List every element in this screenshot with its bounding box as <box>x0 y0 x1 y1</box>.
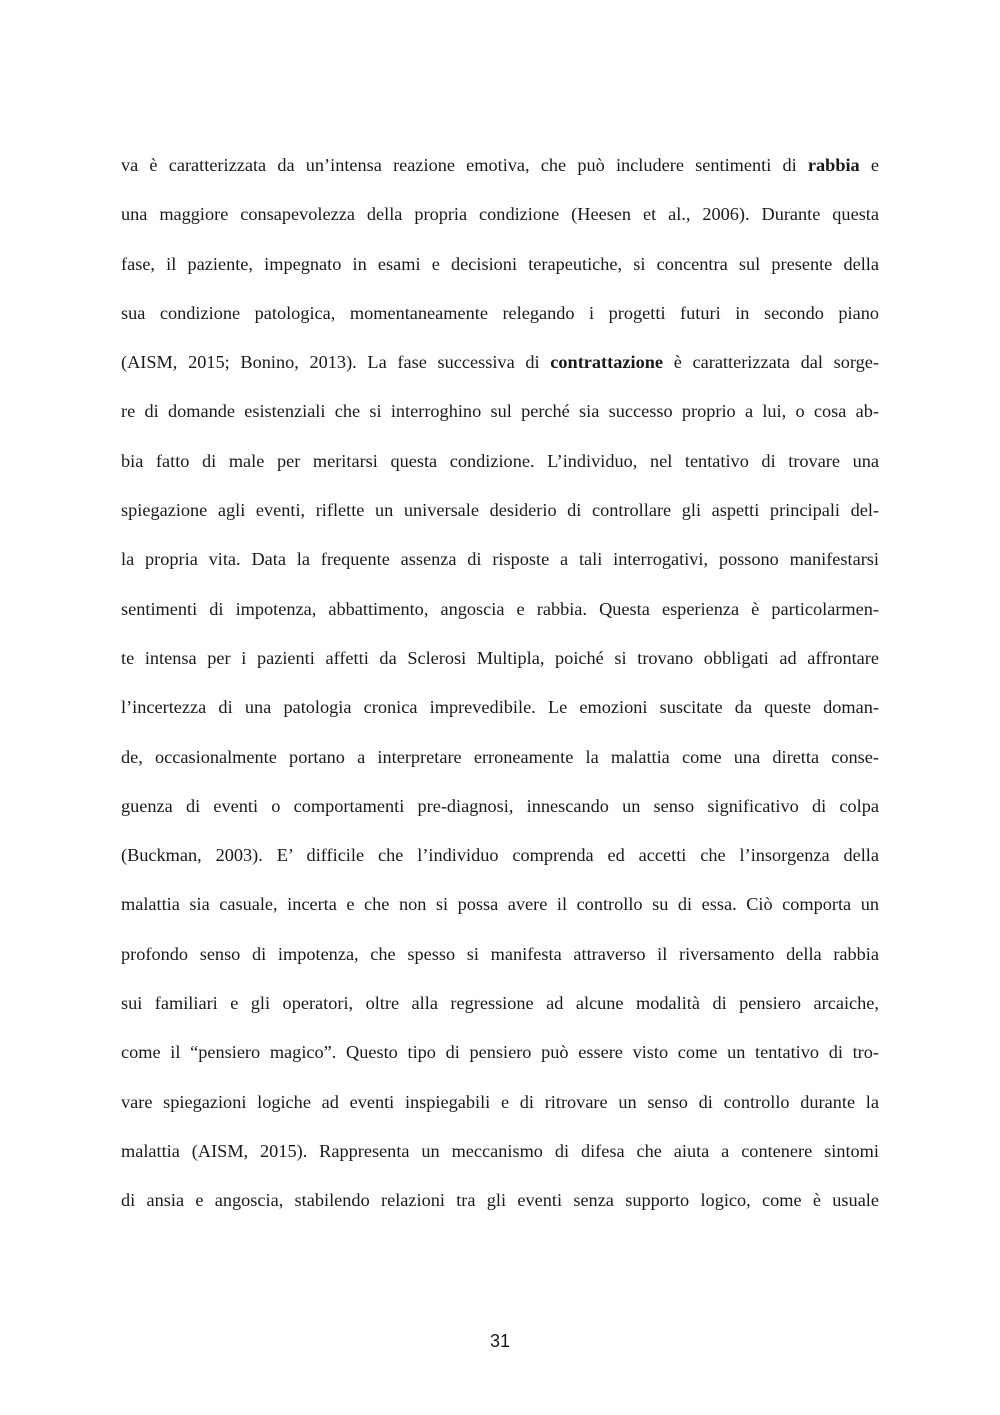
text-segment: bia fatto di male per meritarsi questa condizione. L’individuo, nel tentativo di trovare una <box>121 450 879 471</box>
bold-term: rabbia <box>807 155 860 175</box>
text-line <box>121 544 879 593</box>
text-segment: sua condizione patologica, momentaneamente relegando i progetti futuri in secondo piano <box>121 302 879 323</box>
text-segment: malattia (AISM, 2015). Rappresenta un meccanismo di difesa che aiuta a contenere sintomi <box>121 1140 879 1161</box>
text-line <box>121 1136 879 1185</box>
text-segment: malattia sia casuale, incerta e che non si possa avere il controllo su di essa. Ciò comporta un <box>121 894 879 915</box>
page-number: 31 <box>489 1331 511 1351</box>
body-paragraph <box>121 150 879 1235</box>
text-segment: sui familiari e gli operatori, oltre alla regressione ad alcune modalità di pensiero arcaiche, <box>121 993 879 1014</box>
text-segment: va è caratterizzata da un’intensa reazione emotiva, che può includere sentimenti di <box>121 155 808 175</box>
text-line <box>121 742 879 791</box>
text-line <box>121 692 879 741</box>
text-line <box>121 1087 879 1136</box>
text-line <box>121 298 879 347</box>
text-segment: de, occasionalmente portano a interpretare erroneamente la malattia come una diretta conse- <box>121 746 879 767</box>
text-segment: fase, il paziente, impegnato in esami e decisioni terapeutiche, si concentra sul presente della <box>121 253 879 274</box>
text-line <box>121 446 879 495</box>
text-segment: sentimenti di impotenza, abbattimento, angoscia e rabbia. Questa esperienza è particolarmen- <box>121 598 879 619</box>
text-line <box>121 988 879 1037</box>
text-segment: la propria vita. Data la frequente assenza di risposte a tali interrogativi, possono manifestarsi <box>121 549 879 570</box>
text-segment: una maggiore consapevolezza della propria condizione (Heesen et al., 2006). Durante questa <box>121 204 879 225</box>
text-segment: è caratterizzata dal sorge- <box>663 352 879 373</box>
text-segment: e <box>859 155 879 175</box>
text-line <box>121 791 879 840</box>
bold-term: contrattazione <box>550 352 663 373</box>
text-segment: spiegazione agli eventi, riflette un universale desiderio di controllare gli aspetti principali del- <box>121 500 879 521</box>
text-line <box>121 643 879 692</box>
text-line <box>121 199 879 248</box>
text-line <box>121 889 879 938</box>
text-segment: re di domande esistenziali che si interroghino sul perché sia successo proprio a lui, o cosa ab- <box>121 401 879 422</box>
text-segment: vare spiegazioni logiche ad eventi inspiegabili e di ritrovare un senso di controllo durante la <box>121 1091 879 1112</box>
text-segment: l’incertezza di una patologia cronica imprevedibile. Le emozioni suscitate da queste doman- <box>121 697 879 718</box>
text-line <box>121 594 879 643</box>
text-segment: di ansia e angoscia, stabilendo relazioni tra gli eventi senza supporto logico, come è usuale <box>121 1190 879 1211</box>
text-line <box>121 347 879 396</box>
text-segment: te intensa per i pazienti affetti da Sclerosi Multipla, poiché si trovano obbligati ad affrontare <box>121 647 879 668</box>
text-segment: guenza di eventi o comportamenti pre-diagnosi, innescando un senso significativo di colpa <box>121 795 879 816</box>
text-segment: (Buckman, 2003). E’ difficile che l’individuo comprenda ed accetti che l’insorgenza della <box>121 845 879 866</box>
text-segment: (AISM, 2015; Bonino, 2013). La fase successiva di <box>121 352 551 373</box>
text-line <box>121 150 879 199</box>
text-line <box>121 249 879 298</box>
text-line <box>121 1037 879 1086</box>
text-line <box>121 495 879 544</box>
text-segment: come il “pensiero magico”. Questo tipo di pensiero può essere visto come un tentativo di tro- <box>121 1042 879 1063</box>
text-line <box>121 840 879 889</box>
text-line <box>121 396 879 445</box>
text-segment: profondo senso di impotenza, che spesso si manifesta attraverso il riversamento della rabbia <box>121 943 879 964</box>
text-line <box>121 939 879 988</box>
text-line <box>121 1185 879 1234</box>
